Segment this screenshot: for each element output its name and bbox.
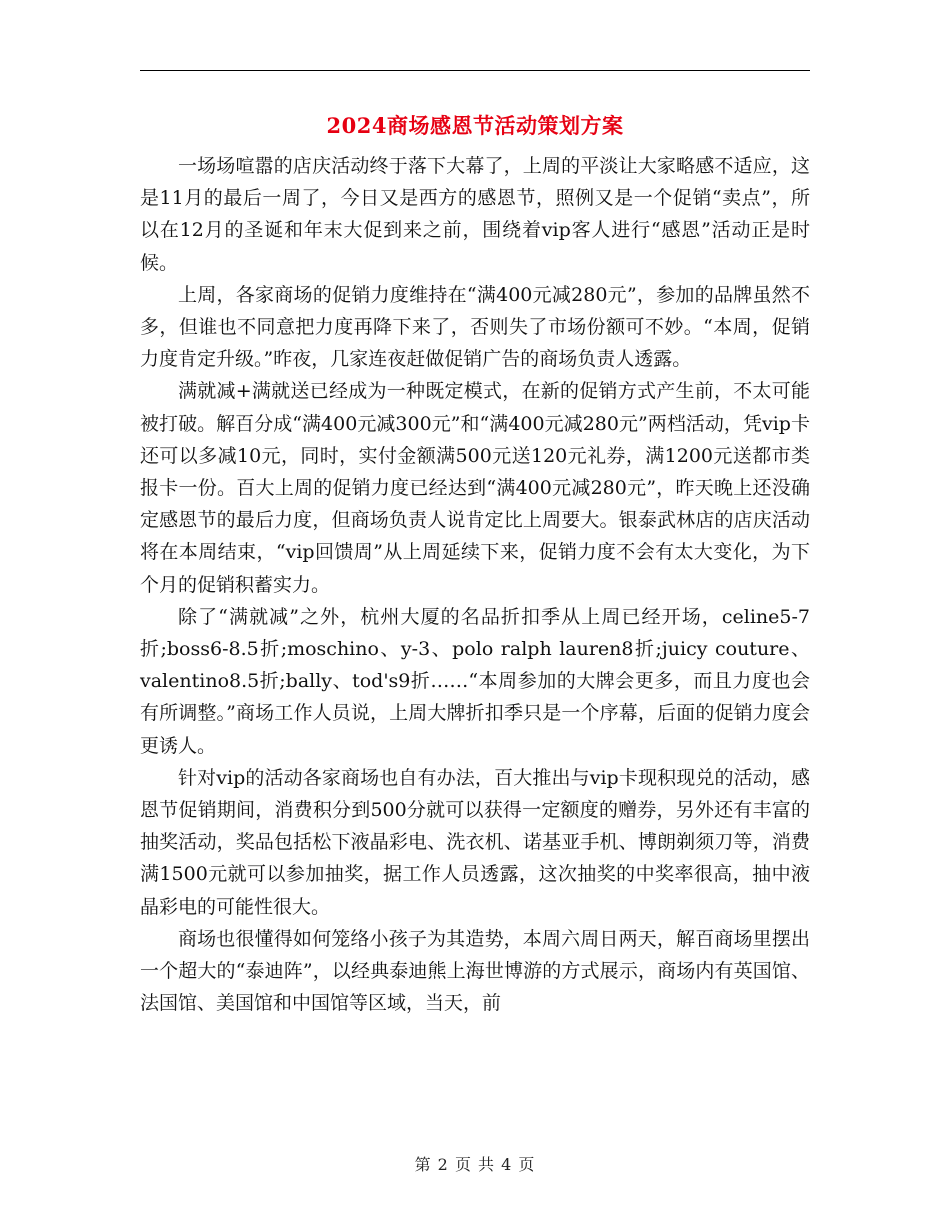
document-title: 2024商场感恩节活动策划方案 — [326, 113, 624, 138]
paragraph-3: 满就减+满就送已经成为一种既定模式，在新的促销方式产生前，不太可能被打破。解百分成“满400元减300元”和“满400元减280元”两档活动，凭vip卡还可以多减10元，同时，实付金额满500元送120元礼券，满1200元送都市类报卡一份。百大上周的促销力度已经达到“满400元减280元”，昨天晚上还没确定感恩节的最后力度，但商场负责人说肯定比上周要大。银泰武林店的店庆活动将在本周结束，“vip回馈周”从上周延续下来，促销力度不会有太大变化，为下个月的促销积蓄实力。 — [140, 380, 810, 596]
paragraph-1: 一场场喧嚣的店庆活动终于落下大幕了，上周的平淡让大家略感不适应，这是11月的最后一周了，今日又是西方的感恩节，照例又是一个促销“卖点”，所以在12月的圣诞和年末大促到来之前，围绕着vip客人进行“感恩”活动正是时候。 — [140, 155, 810, 274]
paragraph-4: 除了“满就减”之外，杭州大厦的名品折扣季从上周已经开场，celine5-7折;boss6-8.5折;moschino、y-3、polo ralph lauren8折;juicy couture、valentino8.5折;bally、tod's9折……“本周参加的大牌会更多，而且力度也会有所调整。”商场工作人员说，上周大牌折扣季只是一个序幕，后面的促销力度会更诱人。 — [140, 605, 810, 757]
document-body — [140, 150, 810, 1019]
paragraph-5: 针对vip的活动各家商场也自有办法，百大推出与vip卡现积现兑的活动，感恩节促销期间，消费积分到500分就可以获得一定额度的赠券，另外还有丰富的抽奖活动，奖品包括松下液晶彩电、洗衣机、诺基亚手机、博朗剃须刀等，消费满1500元就可以参加抽奖，据工作人员透露，这次抽奖的中奖率很高，抽中液晶彩电的可能性很大。 — [140, 766, 810, 918]
paragraph-6: 商场也很懂得如何笼络小孩子为其造势，本周六周日两天，解百商场里摆出一个超大的“泰迪阵”，以经典泰迪熊上海世博游的方式展示，商场内有英国馆、法国馆、美国馆和中国馆等区域，当天，前 — [140, 927, 810, 1015]
paragraph-2: 上周，各家商场的促销力度维持在“满400元减280元”，参加的品牌虽然不多，但谁也不同意把力度再降下来了，否则失了市场份额可不妙。“本周，促销力度肯定升级。”昨夜，几家连夜赶做促销广告的商场负责人透露。 — [140, 283, 810, 371]
page-number-footer: 第 2 页 共 4 页 — [414, 1155, 536, 1174]
header-rule — [140, 70, 810, 71]
